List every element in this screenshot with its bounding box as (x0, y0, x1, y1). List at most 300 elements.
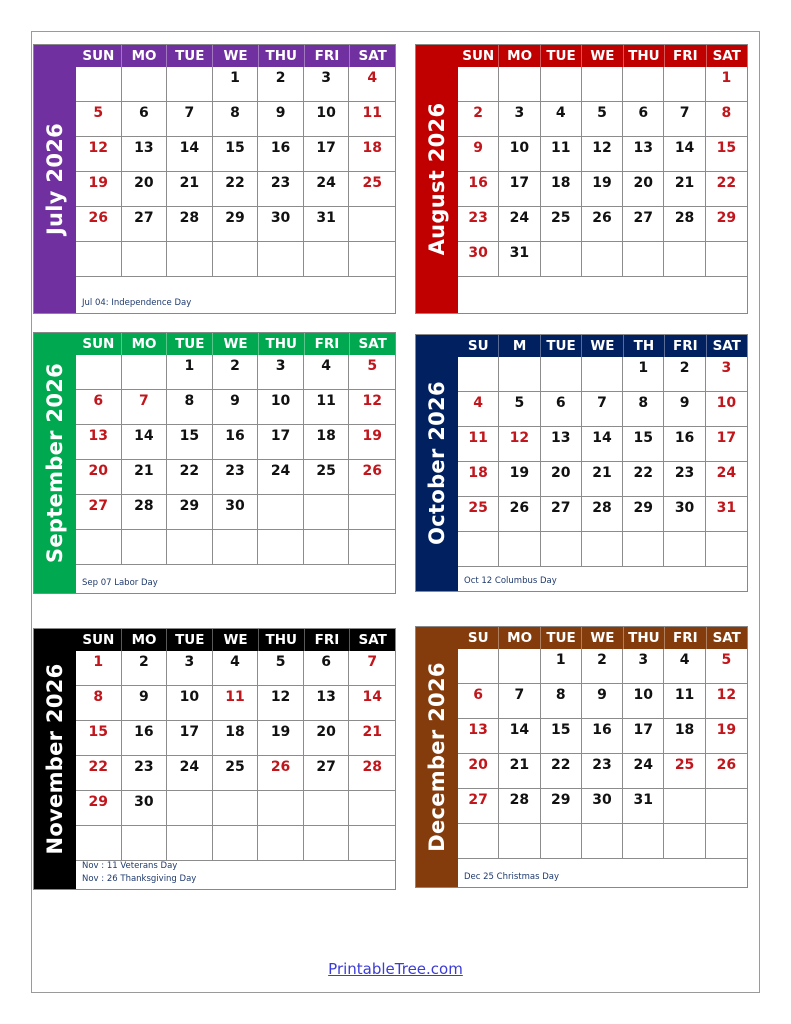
day-cell: 26 (76, 207, 122, 242)
day-cell: 21 (349, 721, 395, 756)
day-cell (499, 649, 540, 684)
day-cell: 27 (623, 207, 664, 242)
day-cell: 29 (623, 497, 664, 532)
weekday-header (458, 335, 747, 357)
weekday-label: SUN (82, 632, 115, 648)
weekday-label: FRI (304, 333, 350, 355)
day-cell (349, 242, 395, 277)
month-title-bar (34, 333, 76, 593)
day-cell: 25 (213, 756, 259, 791)
day-cell (664, 242, 705, 277)
holiday-notes (76, 574, 395, 593)
day-cell: 9 (122, 686, 168, 721)
day-cell: 24 (258, 460, 304, 495)
day-cell: 11 (213, 686, 259, 721)
weekday-label: SAT (349, 45, 395, 67)
weekday-label: SUN (462, 48, 495, 64)
day-cell (582, 824, 623, 859)
day-cell (213, 530, 259, 565)
weekday-header (76, 629, 395, 651)
day-cell (623, 67, 664, 102)
day-cell: 4 (458, 392, 499, 427)
day-cell (541, 357, 582, 392)
day-cell (623, 242, 664, 277)
day-cell (541, 824, 582, 859)
day-cell: 5 (706, 649, 747, 684)
holiday-note: Nov : 11 Veterans Day (82, 861, 178, 871)
day-cell: 18 (213, 721, 259, 756)
day-cell: 9 (458, 137, 499, 172)
day-cell: 19 (499, 462, 540, 497)
day-cell: 15 (167, 425, 213, 460)
day-cell: 27 (458, 789, 499, 824)
weekday-header (76, 333, 395, 355)
weekday-label: M (498, 335, 539, 357)
day-cell (213, 242, 259, 277)
day-cell: 30 (258, 207, 304, 242)
day-cell: 6 (541, 392, 582, 427)
day-cell (623, 824, 664, 859)
day-cell: 5 (582, 102, 623, 137)
day-cell: 22 (541, 754, 582, 789)
day-cell: 7 (122, 390, 168, 425)
day-cell: 28 (167, 207, 213, 242)
month-title: July 2026 (43, 122, 67, 236)
day-cell: 2 (213, 355, 259, 390)
weekday-header (458, 45, 747, 67)
day-cell: 2 (258, 67, 304, 102)
day-cell (582, 357, 623, 392)
day-cell: 31 (499, 242, 540, 277)
weekday-label: THU (258, 629, 304, 651)
day-cell: 17 (499, 172, 540, 207)
day-cell: 16 (458, 172, 499, 207)
day-cell: 31 (304, 207, 350, 242)
day-cell: 10 (623, 684, 664, 719)
day-cell (213, 826, 259, 861)
day-cell: 10 (258, 390, 304, 425)
day-cell (76, 826, 122, 861)
day-cell (76, 67, 122, 102)
weekday-label: FRI (304, 629, 350, 651)
day-cell (664, 824, 705, 859)
day-cell: 14 (122, 425, 168, 460)
day-cell: 10 (167, 686, 213, 721)
weekday-label: TUE (166, 629, 212, 651)
day-cell: 1 (167, 355, 213, 390)
month-calendar (415, 44, 748, 314)
day-cell (258, 791, 304, 826)
day-cell: 24 (167, 756, 213, 791)
day-cell: 9 (664, 392, 705, 427)
weekday-label: TUE (540, 627, 581, 649)
day-cell: 28 (122, 495, 168, 530)
day-cell: 14 (582, 427, 623, 462)
holiday-notes (458, 572, 747, 591)
weekday-label: MO (121, 45, 167, 67)
weekday-label: SAT (349, 629, 395, 651)
weekday-label: SUN (82, 336, 115, 352)
day-cell: 8 (623, 392, 664, 427)
day-cell: 29 (706, 207, 747, 242)
month-calendar (33, 332, 396, 594)
day-cell: 14 (349, 686, 395, 721)
day-cell: 24 (304, 172, 350, 207)
day-cell: 6 (623, 102, 664, 137)
month-title: November 2026 (43, 663, 67, 855)
day-cell (664, 789, 705, 824)
day-cell (258, 495, 304, 530)
day-cell: 22 (623, 462, 664, 497)
weekday-label: TUE (540, 45, 581, 67)
day-cell: 16 (258, 137, 304, 172)
day-cell: 16 (213, 425, 259, 460)
day-cell (458, 532, 499, 567)
day-cell: 18 (304, 425, 350, 460)
weekday-label: TUE (166, 333, 212, 355)
month-title-bar (34, 45, 76, 313)
day-cell: 12 (706, 684, 747, 719)
day-cell (706, 242, 747, 277)
weekday-label: WE (581, 45, 622, 67)
day-cell (122, 67, 168, 102)
day-cell: 23 (664, 462, 705, 497)
day-cell (349, 495, 395, 530)
day-cell: 16 (664, 427, 705, 462)
day-cell: 7 (664, 102, 705, 137)
holiday-notes (458, 307, 747, 313)
day-cell: 19 (258, 721, 304, 756)
day-cell: 18 (541, 172, 582, 207)
weekday-label: THU (623, 45, 664, 67)
day-cell: 22 (706, 172, 747, 207)
day-cell: 30 (213, 495, 259, 530)
month-title-bar (416, 45, 458, 313)
month-calendar (415, 334, 748, 592)
day-cell (258, 242, 304, 277)
month-title: September 2026 (43, 362, 67, 564)
day-cell (499, 824, 540, 859)
day-cell: 10 (304, 102, 350, 137)
day-cell (706, 532, 747, 567)
day-cell: 3 (167, 651, 213, 686)
day-cell: 24 (706, 462, 747, 497)
month-title: October 2026 (425, 381, 449, 545)
weekday-header (458, 627, 747, 649)
month-title-bar (416, 335, 458, 591)
day-cell: 12 (258, 686, 304, 721)
day-cell: 3 (499, 102, 540, 137)
day-cell: 21 (664, 172, 705, 207)
day-cell: 13 (76, 425, 122, 460)
day-cell: 13 (122, 137, 168, 172)
day-cell: 15 (213, 137, 259, 172)
day-cell: 11 (304, 390, 350, 425)
day-cell (122, 530, 168, 565)
day-cell (623, 532, 664, 567)
day-cell: 8 (706, 102, 747, 137)
day-cell: 3 (623, 649, 664, 684)
day-cell: 6 (76, 390, 122, 425)
weekday-label: SU (467, 630, 489, 646)
day-cell: 1 (623, 357, 664, 392)
day-cell: 10 (499, 137, 540, 172)
day-cell: 15 (541, 719, 582, 754)
day-cell: 4 (213, 651, 259, 686)
day-cell: 9 (582, 684, 623, 719)
day-cell: 28 (499, 789, 540, 824)
day-cell: 26 (258, 756, 304, 791)
weekday-label: TUE (166, 45, 212, 67)
day-cell (304, 826, 350, 861)
day-cell: 25 (304, 460, 350, 495)
day-cell: 23 (213, 460, 259, 495)
day-cell: 20 (76, 460, 122, 495)
month-title: December 2026 (425, 662, 449, 852)
day-cell: 25 (541, 207, 582, 242)
weekday-header (76, 45, 395, 67)
day-cell (122, 826, 168, 861)
day-cell: 27 (122, 207, 168, 242)
day-grid (76, 355, 395, 565)
day-cell: 30 (458, 242, 499, 277)
holiday-notes (458, 868, 747, 887)
day-cell: 17 (258, 425, 304, 460)
day-cell: 14 (664, 137, 705, 172)
day-cell: 5 (349, 355, 395, 390)
day-cell (664, 67, 705, 102)
day-cell (664, 532, 705, 567)
weekday-label: SAT (706, 627, 747, 649)
day-cell (304, 242, 350, 277)
day-cell: 24 (499, 207, 540, 242)
day-cell: 12 (499, 427, 540, 462)
day-cell: 13 (623, 137, 664, 172)
day-cell: 9 (213, 390, 259, 425)
day-cell: 11 (664, 684, 705, 719)
day-cell: 14 (499, 719, 540, 754)
weekday-label: WE (212, 333, 258, 355)
day-cell: 12 (349, 390, 395, 425)
day-cell (458, 357, 499, 392)
day-cell (304, 791, 350, 826)
day-cell: 2 (582, 649, 623, 684)
day-cell (76, 242, 122, 277)
day-cell (499, 357, 540, 392)
day-cell: 28 (582, 497, 623, 532)
weekday-label: SAT (706, 335, 747, 357)
day-grid (76, 67, 395, 277)
day-cell: 20 (541, 462, 582, 497)
day-cell: 22 (76, 756, 122, 791)
day-cell: 18 (349, 137, 395, 172)
day-cell (458, 649, 499, 684)
weekday-label: FRI (664, 627, 705, 649)
day-cell: 21 (499, 754, 540, 789)
day-cell: 11 (349, 102, 395, 137)
day-cell: 1 (541, 649, 582, 684)
day-cell (258, 826, 304, 861)
day-cell: 17 (623, 719, 664, 754)
day-cell: 10 (706, 392, 747, 427)
day-cell: 8 (76, 686, 122, 721)
weekday-label: WE (581, 627, 622, 649)
day-cell: 1 (213, 67, 259, 102)
day-cell: 3 (258, 355, 304, 390)
day-cell: 4 (304, 355, 350, 390)
holiday-note: Oct 12 Columbus Day (464, 576, 557, 586)
day-cell (167, 530, 213, 565)
holiday-notes (76, 857, 395, 889)
day-cell: 29 (213, 207, 259, 242)
day-grid (458, 357, 747, 567)
day-cell: 18 (458, 462, 499, 497)
day-cell (541, 67, 582, 102)
day-cell (167, 242, 213, 277)
day-cell: 19 (349, 425, 395, 460)
day-cell: 12 (76, 137, 122, 172)
day-cell: 23 (258, 172, 304, 207)
day-cell: 19 (706, 719, 747, 754)
day-cell: 20 (304, 721, 350, 756)
day-cell: 25 (458, 497, 499, 532)
day-cell: 2 (458, 102, 499, 137)
day-cell: 29 (541, 789, 582, 824)
day-cell: 26 (349, 460, 395, 495)
day-cell: 14 (167, 137, 213, 172)
day-cell: 5 (258, 651, 304, 686)
day-cell (349, 207, 395, 242)
day-cell: 27 (76, 495, 122, 530)
day-cell: 13 (541, 427, 582, 462)
day-cell (499, 532, 540, 567)
day-cell: 29 (167, 495, 213, 530)
weekday-label: FRI (664, 335, 705, 357)
day-cell (706, 789, 747, 824)
day-cell (76, 355, 122, 390)
month-calendar (33, 628, 396, 890)
day-cell: 3 (706, 357, 747, 392)
day-cell: 23 (458, 207, 499, 242)
day-cell: 12 (582, 137, 623, 172)
day-cell: 24 (623, 754, 664, 789)
day-cell: 21 (122, 460, 168, 495)
weekday-label: THU (258, 333, 304, 355)
day-cell: 15 (623, 427, 664, 462)
day-cell: 15 (76, 721, 122, 756)
day-cell: 26 (582, 207, 623, 242)
weekday-label: THU (258, 45, 304, 67)
day-cell (458, 67, 499, 102)
day-cell (349, 826, 395, 861)
day-cell: 20 (623, 172, 664, 207)
day-cell (213, 791, 259, 826)
day-cell: 31 (623, 789, 664, 824)
day-grid (458, 649, 747, 859)
day-cell: 8 (167, 390, 213, 425)
day-cell: 13 (304, 686, 350, 721)
day-cell: 6 (458, 684, 499, 719)
day-cell: 11 (541, 137, 582, 172)
day-cell: 16 (582, 719, 623, 754)
day-cell: 17 (706, 427, 747, 462)
day-cell (541, 532, 582, 567)
day-cell: 25 (664, 754, 705, 789)
day-cell: 29 (76, 791, 122, 826)
day-cell: 9 (258, 102, 304, 137)
day-cell: 27 (541, 497, 582, 532)
day-cell: 26 (499, 497, 540, 532)
holiday-notes (76, 294, 395, 313)
day-cell: 8 (541, 684, 582, 719)
holiday-note: Nov : 26 Thanksgiving Day (82, 874, 197, 884)
day-cell: 2 (122, 651, 168, 686)
weekday-label: MO (498, 627, 539, 649)
month-title-bar (416, 627, 458, 887)
weekday-label: TUE (540, 335, 581, 357)
weekday-label: SAT (349, 333, 395, 355)
day-cell: 27 (304, 756, 350, 791)
weekday-label: TH (623, 335, 664, 357)
day-cell: 26 (706, 754, 747, 789)
day-cell (706, 824, 747, 859)
day-cell: 17 (167, 721, 213, 756)
day-cell (304, 530, 350, 565)
day-cell (349, 791, 395, 826)
day-cell: 20 (458, 754, 499, 789)
day-cell: 30 (122, 791, 168, 826)
day-cell (499, 67, 540, 102)
day-cell: 19 (76, 172, 122, 207)
day-cell: 30 (582, 789, 623, 824)
weekday-label: MO (121, 333, 167, 355)
day-cell: 8 (213, 102, 259, 137)
day-cell: 7 (499, 684, 540, 719)
day-cell: 28 (664, 207, 705, 242)
month-calendar (415, 626, 748, 888)
day-cell: 7 (582, 392, 623, 427)
weekday-label: MO (498, 45, 539, 67)
day-cell (167, 791, 213, 826)
day-cell (258, 530, 304, 565)
day-cell: 21 (582, 462, 623, 497)
weekday-label: WE (212, 629, 258, 651)
weekday-label: SAT (706, 45, 747, 67)
day-cell: 1 (706, 67, 747, 102)
weekday-label: FRI (304, 45, 350, 67)
month-title: August 2026 (425, 102, 449, 256)
weekday-label: FRI (664, 45, 705, 67)
footer-link[interactable]: PrintableTree.com (328, 960, 463, 978)
weekday-label: MO (121, 629, 167, 651)
day-cell: 5 (499, 392, 540, 427)
day-cell (349, 530, 395, 565)
holiday-note: Jul 04: Independence Day (82, 298, 192, 308)
day-cell: 7 (167, 102, 213, 137)
weekday-label: SUN (82, 48, 115, 64)
month-calendar (33, 44, 396, 314)
day-cell: 16 (122, 721, 168, 756)
day-cell: 6 (122, 102, 168, 137)
month-title-bar (34, 629, 76, 889)
day-cell: 17 (304, 137, 350, 172)
day-cell: 3 (304, 67, 350, 102)
day-cell: 31 (706, 497, 747, 532)
day-cell: 23 (122, 756, 168, 791)
day-cell: 4 (541, 102, 582, 137)
day-cell (167, 67, 213, 102)
day-cell: 6 (304, 651, 350, 686)
